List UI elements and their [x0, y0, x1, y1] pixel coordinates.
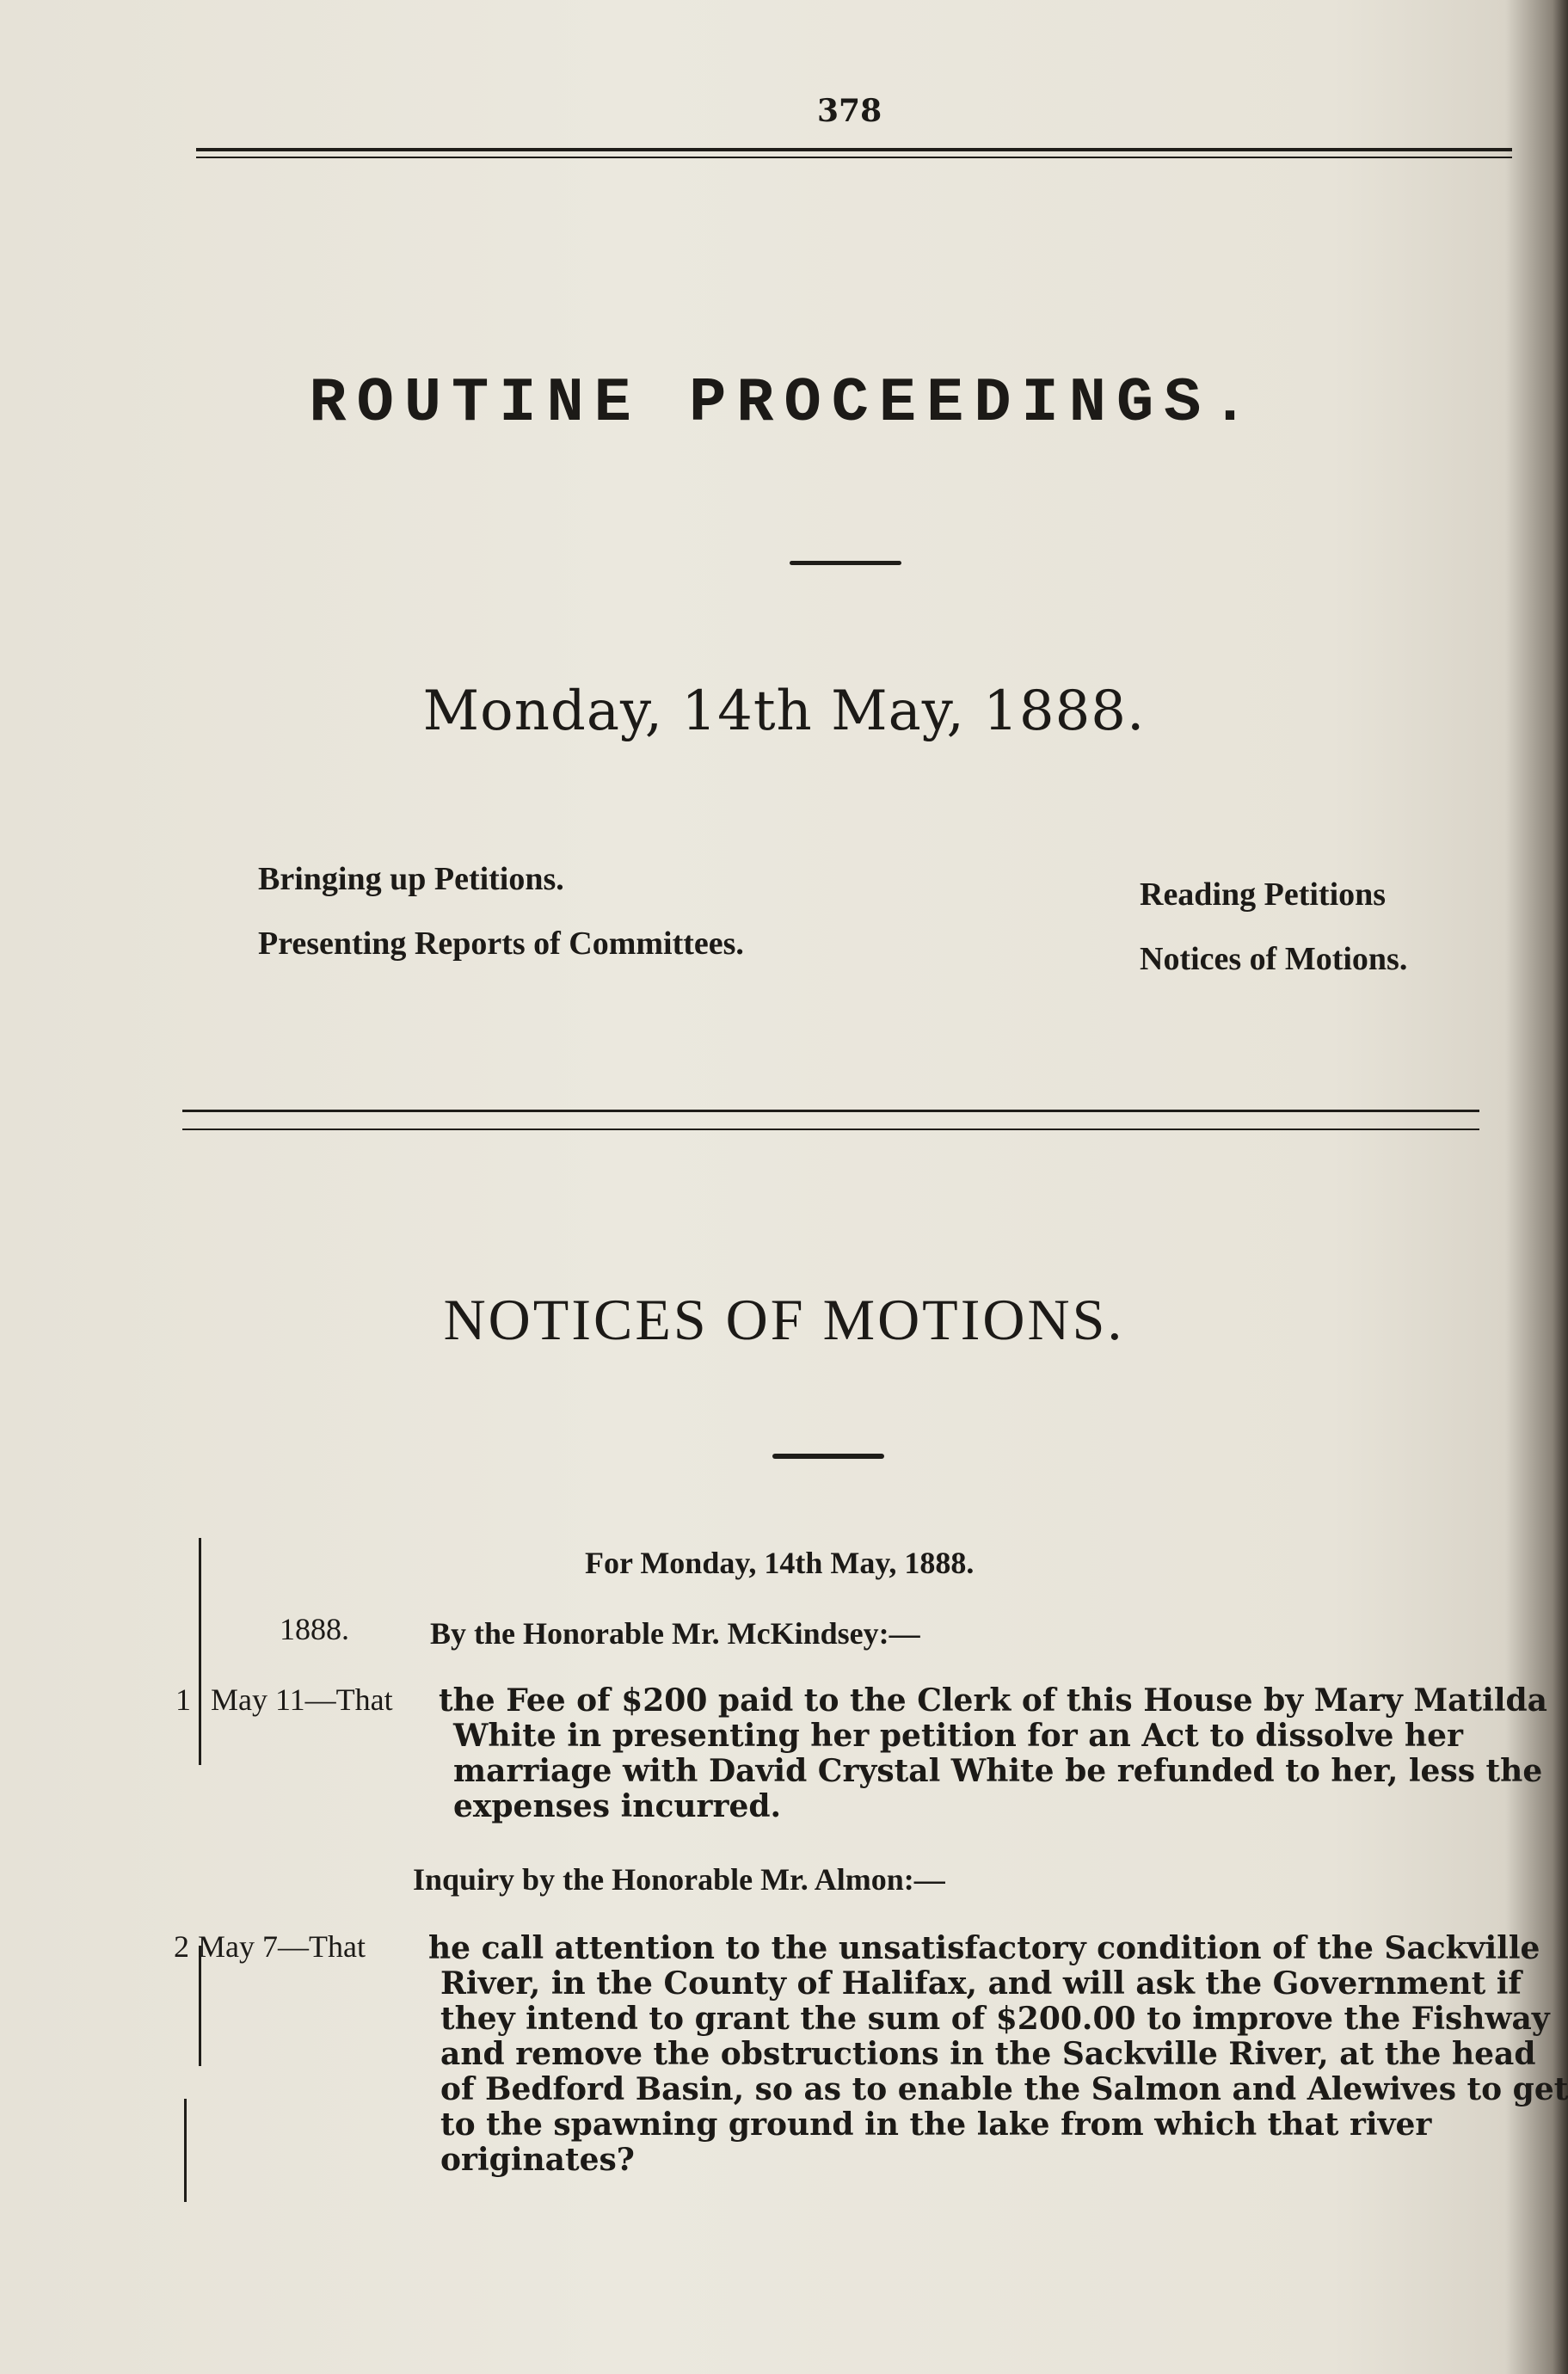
notice-line: and remove the obstructions in the Sackville River, at the head: [440, 2036, 1536, 2072]
order-left-2: Presenting Reports of Committees.: [258, 926, 744, 962]
notice-mover-2: Inquiry by the Honorable Mr. Almon:—: [413, 1862, 945, 1897]
order-right-2: Notices of Motions.: [1140, 941, 1408, 977]
header-rule-top: [196, 148, 1512, 151]
notice-year: 1888.: [280, 1612, 349, 1646]
header-rule-bottom: [196, 157, 1512, 158]
notices-for-date: For Monday, 14th May, 1888.: [585, 1546, 975, 1580]
sitting-date: Monday, 14th May, 1888.: [422, 680, 1146, 743]
notice-bracket-3: [184, 2099, 187, 2202]
notice-line: of Bedford Basin, so as to enable the Salmon and Alewives to get: [440, 2071, 1568, 2107]
notice-line: expenses incurred.: [453, 1788, 782, 1824]
notice-number-1: 1: [175, 1682, 191, 1717]
notice-line: they intend to grant the sum of $200.00 to improve the Fishway: [440, 2001, 1550, 2037]
middle-rule-bottom: [182, 1129, 1479, 1130]
notice-line: he call attention to the unsatisfactory condition of the Sackville: [428, 1930, 1540, 1966]
notice-number-2: 2: [174, 1929, 189, 1964]
section-title: ROUTINE PROCEEDINGS.: [309, 368, 1259, 439]
notice-line: to the spawning ground in the lake from which that river: [440, 2106, 1432, 2143]
notice-date-2: May 7—That: [198, 1929, 366, 1964]
notice-mover-1: By the Honorable Mr. McKindsey:—: [430, 1616, 920, 1651]
order-left-1: Bringing up Petitions.: [258, 861, 564, 897]
notice-line: the Fee of $200 paid to the Clerk of this House by Mary Matilda: [439, 1682, 1547, 1719]
notice-body-2: [428, 1931, 1568, 2178]
notice-line: originates?: [440, 2142, 635, 2178]
notice-date-1: May 11—That: [211, 1682, 393, 1717]
notice-line: marriage with David Crystal White be refunded to her, less the: [453, 1753, 1543, 1789]
notice-bracket-1: [199, 1538, 201, 1765]
middle-rule-top: [182, 1110, 1479, 1112]
notice-line: River, in the County of Halifax, and will ask the Government if: [440, 1965, 1522, 2002]
order-right-1: Reading Petitions: [1140, 876, 1387, 913]
notice-body-1: [439, 1683, 1568, 1824]
notice-line: White in presenting her petition for an Act to dissolve her: [453, 1718, 1463, 1754]
notices-dash: [772, 1454, 884, 1459]
title-dash: [790, 561, 901, 565]
page-number: 378: [817, 93, 882, 129]
notices-title: NOTICES OF MOTIONS.: [443, 1287, 1125, 1352]
